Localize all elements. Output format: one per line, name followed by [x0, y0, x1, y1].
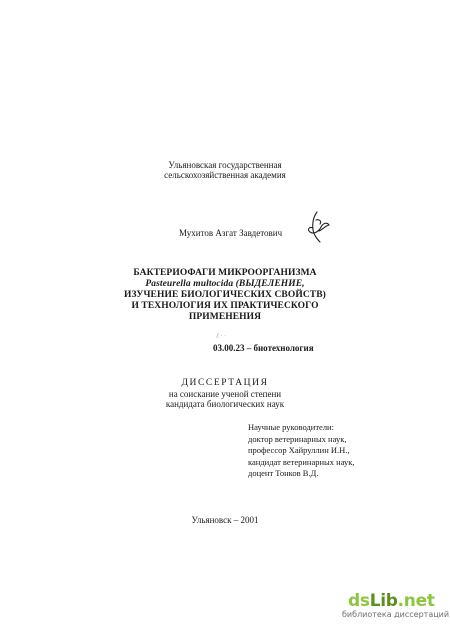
institution-line-1: Ульяновская государственная [168, 160, 282, 170]
specialty-code: 03.00.23 – биотехнология [213, 343, 314, 353]
author-name: Мухитов Азгат Завдетович [179, 228, 283, 238]
advisor-line-2: доктор ветеринарных наук, [248, 433, 347, 444]
dslib-brand [348, 592, 448, 610]
advisor-line-5: доцент Тонков В.Д. [248, 468, 319, 478]
signature-scribble [305, 210, 331, 244]
advisors-heading: Научные руководители: [248, 422, 334, 432]
title-line-2-text: Pasteurella multocida (ВЫДЕЛЕНИЕ, [145, 279, 305, 289]
advisor-line-3: профессор Хайруллин И.Н., [248, 445, 350, 455]
dslib-tagline: библиотека диссертаций [342, 610, 450, 619]
advisors-block [248, 422, 355, 480]
title-line-3: ИЗУЧЕНИЕ БИОЛОГИЧЕСКИХ СВОЙСТВ) [124, 290, 326, 300]
city-year: Ульяновск – 2001 [191, 515, 259, 525]
work-type: ДИССЕРТАЦИЯ [181, 378, 269, 388]
title-line-2 [0, 279, 450, 290]
title-line-4: И ТЕХНОЛОГИЯ ИХ ПРАКТИЧЕСКОГО [131, 301, 319, 311]
dslib-watermark-logo [342, 591, 450, 620]
brand-ds: ds [348, 591, 370, 611]
brand-lib: Lib [369, 591, 398, 611]
faint-handwritten-mark: ℓ · · [216, 332, 226, 340]
title-line-5: ПРИМЕНЕНИЯ [188, 312, 262, 322]
advisor-line-4: кандидат ветеринарных наук, [248, 456, 355, 467]
brand-net: .net [397, 591, 435, 611]
degree-line-1: на соискание ученой степени [168, 389, 282, 399]
institution-line-2: сельскохозяйственная академия [164, 170, 286, 180]
title-line-1: БАКТЕРИОФАГИ МИКРООРГАНИЗМА [133, 268, 317, 278]
degree-line-2: кандидата биологических наук [165, 399, 285, 409]
